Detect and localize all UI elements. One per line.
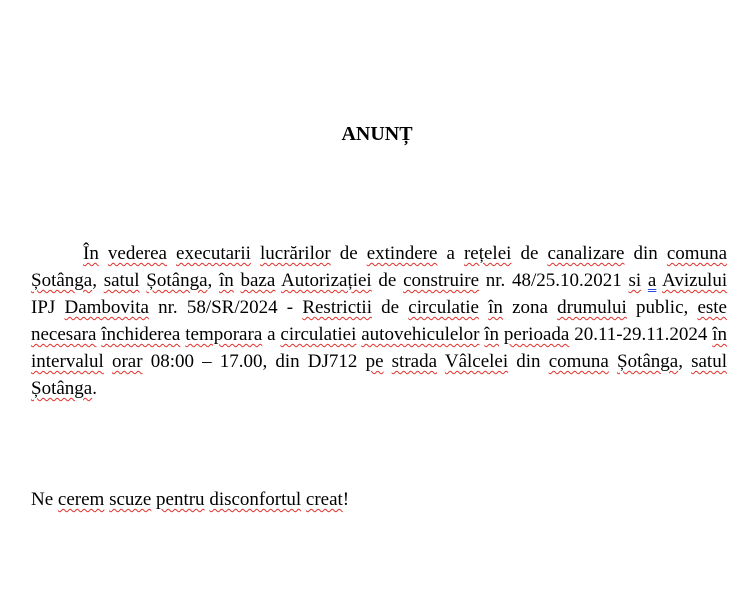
spellcheck-word: în	[488, 297, 503, 318]
spellcheck-word: cerem	[57, 489, 105, 510]
closing-sentence: Ne cerem scuze pentru disconfortul creat!	[31, 489, 350, 510]
spellcheck-word: disconfortul	[209, 489, 302, 510]
spellcheck-word: Restrictii	[302, 297, 372, 318]
spellcheck-word: perioada	[503, 324, 570, 345]
spellcheck-word: orar	[111, 351, 143, 372]
spellcheck-word: satul	[691, 351, 727, 372]
spellcheck-word: Autorizației	[280, 270, 372, 291]
spellcheck-word: necesara	[31, 324, 97, 345]
spellcheck-word: si	[628, 270, 642, 291]
spellcheck-word: Șotânga	[31, 270, 93, 291]
spellcheck-word: În	[83, 243, 99, 264]
spellcheck-word: scuze	[109, 489, 152, 510]
spellcheck-word: drumului	[557, 297, 627, 318]
spellcheck-word: Șotânga	[31, 378, 93, 399]
spellcheck-word: Șotânga	[617, 351, 679, 372]
spellcheck-word: rețelei	[463, 243, 512, 264]
spellcheck-word: temporara	[185, 324, 263, 345]
spellcheck-word: este	[697, 297, 727, 318]
spellcheck-word: extindere	[366, 243, 438, 264]
spellcheck-word: pe	[365, 351, 384, 372]
announcement-paragraph: În vederea executarii lucrărilor de extindere a rețelei de canalizare din comuna Șotânga, satul Șotânga, în baza Autorizației de construire nr. 48/25.10.2021 si a Avizului IPJ Dambovita nr. 58/SR/2024 - Restrictii de circulatie în zona drumului public, este necesara închiderea temporara a circulatiei autovehiculelor în perioada 20.11-29.11.2024 în intervalul orar 08:00 – 17.00, din DJ712 pe strada Vâlcelei din comuna Șotânga, satul Șotânga.	[31, 243, 728, 399]
spellcheck-word: Șotânga	[146, 270, 208, 291]
spellcheck-word: executarii	[176, 243, 251, 264]
spellcheck-word: Dambovita	[64, 297, 149, 318]
spellcheck-word: lucrărilor	[259, 243, 331, 264]
spellcheck-word: comuna	[548, 351, 609, 372]
spellcheck-word: creat	[305, 489, 343, 510]
spellcheck-word: închiderea	[101, 324, 181, 345]
spellcheck-word: comuna	[666, 243, 728, 264]
spellcheck-word: construire	[403, 270, 480, 291]
spellcheck-word: autovehiculelor	[361, 324, 480, 345]
spellcheck-word: intervalul	[31, 351, 104, 372]
spellcheck-word: în	[218, 270, 234, 291]
spellcheck-word: baza	[240, 270, 276, 291]
spellcheck-word: vederea	[107, 243, 167, 264]
spellcheck-word: în	[484, 324, 500, 345]
spellcheck-word: canalizare	[547, 243, 625, 264]
spellcheck-word: satul	[103, 270, 140, 291]
spellcheck-word: în	[712, 324, 727, 345]
spellcheck-word: Avizului	[662, 270, 728, 291]
spellcheck-word: circulatie	[408, 297, 479, 318]
spellcheck-word: strada	[391, 351, 438, 372]
page-title: ANUNȚ	[341, 123, 413, 145]
grammar-word: a	[647, 270, 657, 291]
spellcheck-word: pentru	[156, 489, 205, 510]
spellcheck-word: circulatiei	[280, 324, 357, 345]
spellcheck-word: Vâlcelei	[444, 351, 509, 372]
